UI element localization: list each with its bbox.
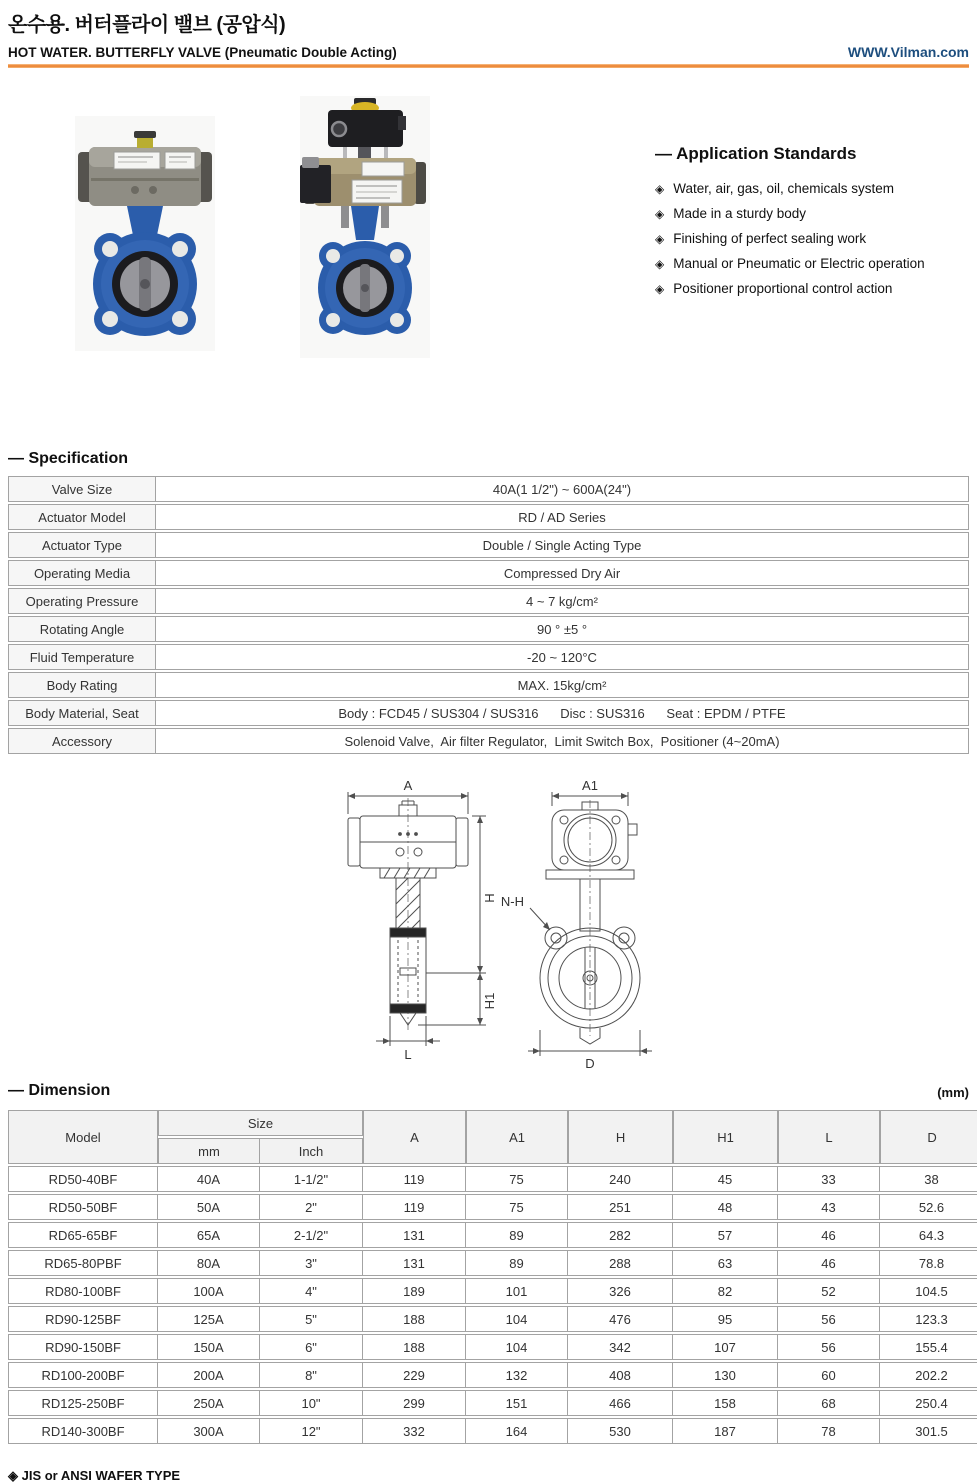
dimension-value-cell: 187 (673, 1418, 778, 1444)
dimension-row (8, 1390, 977, 1416)
specification-value: Body : FCD45 / SUS304 / SUS316 Disc : SUS316 Seat : EPDM / PTFE (156, 700, 969, 726)
dimension-row (8, 1418, 977, 1444)
page-title-english: HOT WATER. BUTTERFLY VALVE (Pneumatic Double Acting) (8, 45, 397, 60)
col-header-a: A (363, 1110, 466, 1164)
dimension-value-cell: 10" (260, 1390, 363, 1416)
dimension-table (8, 1108, 977, 1446)
dimension-value-cell: 56 (778, 1306, 880, 1332)
dimension-value-cell: 52 (778, 1278, 880, 1304)
dimension-value-cell: 5" (260, 1306, 363, 1332)
dimension-value-cell: 131 (363, 1222, 466, 1248)
col-header-inch: Inch (260, 1138, 363, 1164)
specification-value: Solenoid Valve, Air filter Regulator, Limit Switch Box, Positioner (4~20mA) (156, 728, 969, 754)
specification-label: Rotating Angle (8, 616, 156, 642)
dimension-value-cell: 4" (260, 1278, 363, 1304)
dimension-value-cell: 1-1/2" (260, 1166, 363, 1192)
specification-label: Accessory (8, 728, 156, 754)
dimension-value-cell: 251 (568, 1194, 673, 1220)
dimension-value-cell: 89 (466, 1222, 568, 1248)
valve-dimension-drawing (328, 778, 668, 1078)
dimension-value-cell: 125A (158, 1306, 260, 1332)
dimension-model-cell: RD65-65BF (8, 1222, 158, 1248)
specification-row (8, 476, 969, 502)
specification-label: Operating Media (8, 560, 156, 586)
application-standard-item (655, 281, 967, 296)
dimension-value-cell: 300A (158, 1418, 260, 1444)
dimension-value-cell: 229 (363, 1362, 466, 1388)
dimension-heading: — Dimension (8, 1082, 111, 1099)
product-photo-pneumatic-valve-with-positioner (300, 96, 430, 358)
dimension-value-cell: 45 (673, 1166, 778, 1192)
dimension-value-cell: 150A (158, 1334, 260, 1360)
col-header-d: D (880, 1110, 977, 1164)
dimension-value-cell: 288 (568, 1250, 673, 1276)
dimension-value-cell: 2" (260, 1194, 363, 1220)
col-header-size: Size (158, 1110, 363, 1136)
page-title-korean: 온수용. 버터플라이 밸브 (공압식) (8, 14, 286, 36)
dimension-value-cell: 78 (778, 1418, 880, 1444)
specification-row (8, 616, 969, 642)
dimension-value-cell: 332 (363, 1418, 466, 1444)
dimension-value-cell: 48 (673, 1194, 778, 1220)
dimension-value-cell: 189 (363, 1278, 466, 1304)
specification-label: Body Material, Seat (8, 700, 156, 726)
col-header-h: H (568, 1110, 673, 1164)
dim-label-H1: H1 (481, 992, 497, 1010)
dimension-value-cell: 50A (158, 1194, 260, 1220)
dimension-value-cell: 119 (363, 1166, 466, 1192)
dimension-value-cell: 46 (778, 1250, 880, 1276)
dimension-value-cell: 8" (260, 1362, 363, 1388)
specification-row (8, 588, 969, 614)
intro-section (8, 96, 969, 388)
specification-label: Valve Size (8, 476, 156, 502)
product-photo-pneumatic-valve (75, 116, 215, 351)
dimension-value-cell: 282 (568, 1222, 673, 1248)
specification-value: MAX. 15kg/cm² (156, 672, 969, 698)
dimension-value-cell: 43 (778, 1194, 880, 1220)
specification-row (8, 728, 969, 754)
dimension-unit-label: (mm) (937, 1085, 969, 1100)
dimension-model-cell: RD90-125BF (8, 1306, 158, 1332)
dim-label-A1: A1 (581, 778, 598, 793)
specification-label: Actuator Type (8, 532, 156, 558)
dimension-value-cell: 2-1/2" (260, 1222, 363, 1248)
dimension-model-cell: RD125-250BF (8, 1390, 158, 1416)
dimension-value-cell: 78.8 (880, 1250, 977, 1276)
dimension-value-cell: 250.4 (880, 1390, 977, 1416)
dimension-value-cell: 155.4 (880, 1334, 977, 1360)
dimension-value-cell: 100A (158, 1278, 260, 1304)
website-link[interactable]: WWW.Vilman.com (847, 44, 969, 60)
specification-value: Double / Single Acting Type (156, 532, 969, 558)
dimension-value-cell: 200A (158, 1362, 260, 1388)
application-standard-item (655, 231, 967, 246)
dimension-value-cell: 342 (568, 1334, 673, 1360)
dimension-value-cell: 63 (673, 1250, 778, 1276)
diamond-bullet-icon: ◈ (655, 232, 665, 246)
dimension-row (8, 1306, 977, 1332)
dimension-value-cell: 132 (466, 1362, 568, 1388)
dimension-value-cell: 52.6 (880, 1194, 977, 1220)
application-standards-heading: — Application Standards (655, 144, 857, 163)
col-header-l: L (778, 1110, 880, 1164)
dim-label-D: D (584, 1056, 595, 1071)
dimension-model-cell: RD50-50BF (8, 1194, 158, 1220)
col-header-model: Model (8, 1110, 158, 1164)
application-standards-list (655, 181, 967, 296)
col-header-h1: H1 (673, 1110, 778, 1164)
specification-label: Operating Pressure (8, 588, 156, 614)
dimension-value-cell: 68 (778, 1390, 880, 1416)
dimension-value-cell: 119 (363, 1194, 466, 1220)
application-standard-item (655, 181, 967, 196)
specification-row (8, 532, 969, 558)
col-header-a1: A1 (466, 1110, 568, 1164)
application-standards (655, 96, 967, 388)
dimension-value-cell: 123.3 (880, 1306, 977, 1332)
dimension-value-cell: 104 (466, 1306, 568, 1332)
dimension-value-cell: 12" (260, 1418, 363, 1444)
dimension-row (8, 1278, 977, 1304)
application-standard-item (655, 256, 967, 271)
specification-value: -20 ~ 120°C (156, 644, 969, 670)
dimension-value-cell: 130 (673, 1362, 778, 1388)
specification-row (8, 672, 969, 698)
dimension-model-cell: RD80-100BF (8, 1278, 158, 1304)
specification-table (8, 474, 969, 756)
col-header-mm: mm (158, 1138, 260, 1164)
dim-label-L: L (403, 1047, 412, 1062)
dimension-value-cell: 33 (778, 1166, 880, 1192)
dimension-row (8, 1194, 977, 1220)
dimension-value-cell: 104.5 (880, 1278, 977, 1304)
dimension-value-cell: 82 (673, 1278, 778, 1304)
dimension-value-cell: 56 (778, 1334, 880, 1360)
application-standard-text: Finishing of perfect sealing work (673, 231, 867, 246)
page-header (8, 8, 969, 68)
dimension-value-cell: 89 (466, 1250, 568, 1276)
dimension-model-cell: RD50-40BF (8, 1166, 158, 1192)
specification-section (8, 450, 969, 756)
dimension-value-cell: 80A (158, 1250, 260, 1276)
dimension-value-cell: 188 (363, 1306, 466, 1332)
technical-drawings (8, 778, 969, 1078)
dimension-value-cell: 75 (466, 1166, 568, 1192)
specification-label: Body Rating (8, 672, 156, 698)
dimension-row (8, 1362, 977, 1388)
dimension-value-cell: 75 (466, 1194, 568, 1220)
specification-value: 90 ° ±5 ° (156, 616, 969, 642)
dimension-value-cell: 101 (466, 1278, 568, 1304)
dimension-value-cell: 107 (673, 1334, 778, 1360)
dimension-value-cell: 408 (568, 1362, 673, 1388)
dimension-section (8, 1082, 969, 1446)
application-standard-item (655, 206, 967, 221)
specification-value: Compressed Dry Air (156, 560, 969, 586)
specification-row (8, 560, 969, 586)
dimension-value-cell: 466 (568, 1390, 673, 1416)
specification-label: Actuator Model (8, 504, 156, 530)
dimension-value-cell: 131 (363, 1250, 466, 1276)
dimension-value-cell: 476 (568, 1306, 673, 1332)
dimension-value-cell: 46 (778, 1222, 880, 1248)
dimension-value-cell: 38 (880, 1166, 977, 1192)
dimension-value-cell: 530 (568, 1418, 673, 1444)
dimension-value-cell: 188 (363, 1334, 466, 1360)
dimension-value-cell: 158 (673, 1390, 778, 1416)
dimension-value-cell: 240 (568, 1166, 673, 1192)
dimension-value-cell: 151 (466, 1390, 568, 1416)
header-divider (8, 64, 969, 68)
dimension-value-cell: 95 (673, 1306, 778, 1332)
diamond-bullet-icon: ◈ (655, 282, 665, 296)
dimension-value-cell: 299 (363, 1390, 466, 1416)
dimension-value-cell: 164 (466, 1418, 568, 1444)
dimension-value-cell: 250A (158, 1390, 260, 1416)
dimension-value-cell: 3" (260, 1250, 363, 1276)
specification-row (8, 504, 969, 530)
dimension-model-cell: RD100-200BF (8, 1362, 158, 1388)
application-standard-text: Made in a sturdy body (673, 206, 807, 221)
dim-label-A: A (403, 778, 412, 793)
dimension-value-cell: 40A (158, 1166, 260, 1192)
specification-row (8, 644, 969, 670)
diamond-bullet-icon: ◈ (655, 207, 665, 221)
dimension-value-cell: 326 (568, 1278, 673, 1304)
application-standard-text: Positioner proportional control action (673, 281, 893, 296)
dimension-row (8, 1222, 977, 1248)
dimension-value-cell: 6" (260, 1334, 363, 1360)
application-standard-text: Water, air, gas, oil, chemicals system (673, 181, 895, 196)
specification-label: Fluid Temperature (8, 644, 156, 670)
dimension-model-cell: RD65-80PBF (8, 1250, 158, 1276)
dimension-row (8, 1334, 977, 1360)
specification-heading: — Specification (8, 450, 129, 467)
dimension-value-cell: 202.2 (880, 1362, 977, 1388)
dimension-row (8, 1250, 977, 1276)
dimension-model-cell: RD140-300BF (8, 1418, 158, 1444)
dimension-row (8, 1166, 977, 1192)
dimension-value-cell: 301.5 (880, 1418, 977, 1444)
specification-row (8, 700, 969, 726)
diamond-bullet-icon: ◈ (655, 257, 665, 271)
specification-value: 4 ~ 7 kg/cm² (156, 588, 969, 614)
dimension-value-cell: 57 (673, 1222, 778, 1248)
diamond-bullet-icon: ◈ (655, 182, 665, 196)
dimension-value-cell: 65A (158, 1222, 260, 1248)
dim-label-NH: N-H (500, 894, 524, 909)
specification-value: 40A(1 1/2") ~ 600A(24") (156, 476, 969, 502)
dimension-value-cell: 104 (466, 1334, 568, 1360)
dim-label-H: H (481, 893, 497, 903)
application-standard-text: Manual or Pneumatic or Electric operation (673, 256, 925, 271)
footer-note: ◈ JIS or ANSI WAFER TYPE (8, 1468, 181, 1483)
specification-value: RD / AD Series (156, 504, 969, 530)
dimension-value-cell: 64.3 (880, 1222, 977, 1248)
dimension-value-cell: 60 (778, 1362, 880, 1388)
dimension-model-cell: RD90-150BF (8, 1334, 158, 1360)
